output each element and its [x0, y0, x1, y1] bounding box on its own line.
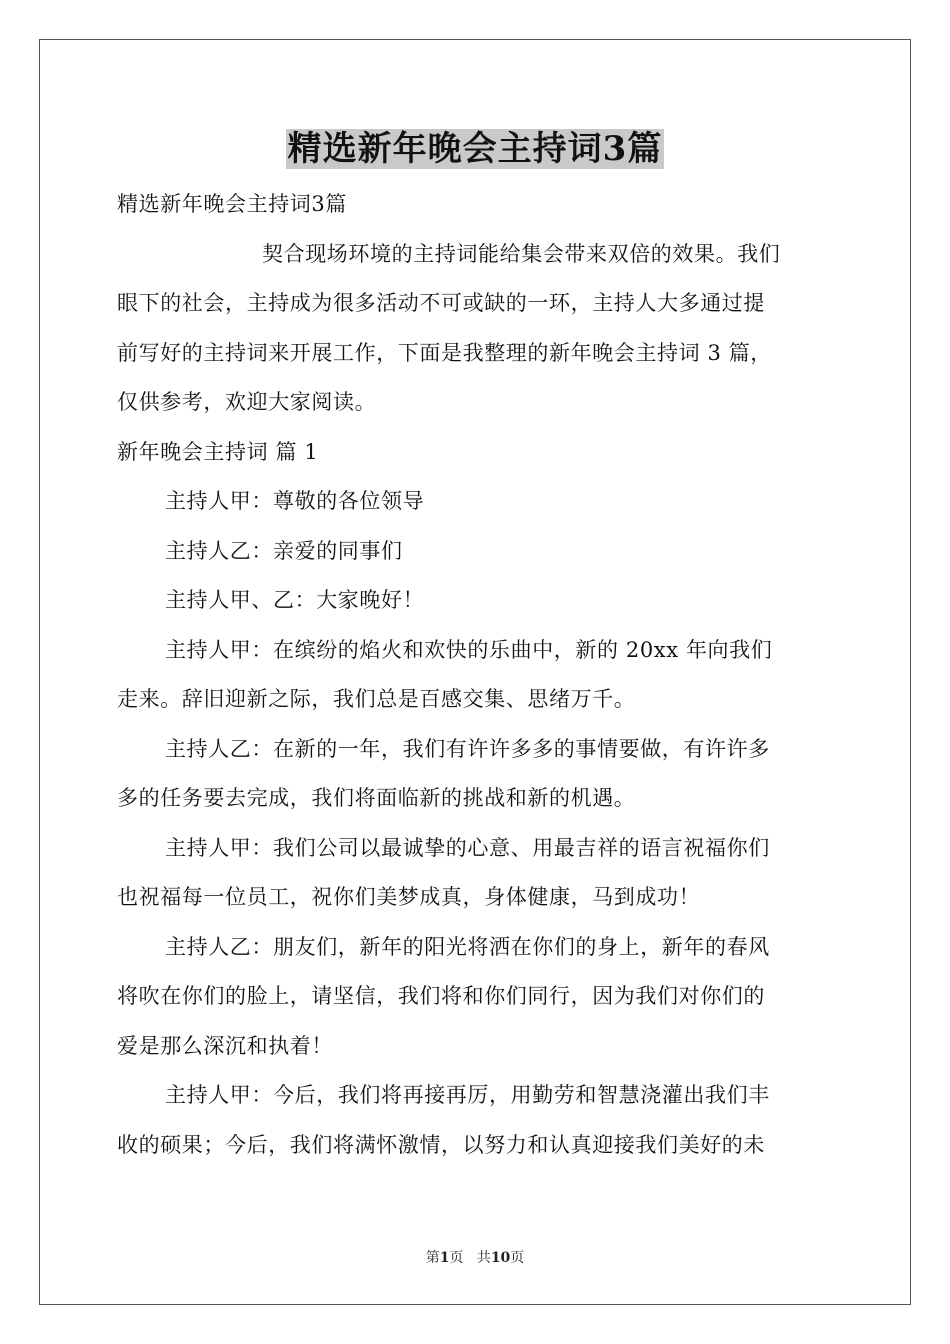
paragraph-line: 主持人甲：在缤纷的焰火和欢快的乐曲中，新的 20xx 年向我们 — [165, 637, 773, 662]
section-heading: 新年晚会主持词 篇 1 — [117, 439, 319, 464]
document-title — [0, 126, 950, 172]
paragraph-line: 主持人乙：在新的一年，我们有许许多多的事情要做，有许许多 — [165, 736, 770, 761]
intro-line: 契合现场环境的主持词能给集会带来双倍的效果。我们 — [262, 241, 781, 266]
paragraph-line: 多的任务要去完成，我们将面临新的挑战和新的机遇。 — [117, 786, 636, 810]
intro-line: 仅供参考，欢迎大家阅读。 — [117, 390, 377, 414]
paragraph-line: 将吹在你们的脸上，请坚信，我们将和你们同行，因为我们对你们的 — [117, 984, 765, 1008]
dialogue-line: 主持人甲：尊敬的各位领导 — [165, 489, 425, 513]
paragraph-line: 主持人甲：今后，我们将再接再厉，用勤劳和智慧浇灌出我们丰 — [165, 1083, 770, 1107]
footer-page-current: 1 — [439, 1250, 450, 1266]
paragraph-line: 走来。辞旧迎新之际，我们总是百感交集、思绪万千。 — [117, 687, 636, 711]
document-body — [117, 180, 837, 1170]
intro-paragraph — [117, 230, 837, 428]
paragraph-line: 也祝福每一位员工，祝你们美梦成真，身体健康，马到成功！ — [117, 885, 701, 909]
paragraph-line: 主持人甲：我们公司以最诚挚的心意、用最吉祥的语言祝福你们 — [165, 835, 770, 860]
paragraph-line: 爱是那么深沉和执着！ — [117, 1033, 333, 1058]
footer-page-prefix: 第 — [425, 1250, 440, 1266]
footer-total-prefix: 共 — [476, 1250, 491, 1266]
dialogue-paragraph — [117, 725, 837, 824]
document-title-text: 精选新年晚会主持词3篇 — [287, 129, 663, 169]
paragraph-line: 收的硕果；今后，我们将满怀激情，以努力和认真迎接我们美好的未 — [117, 1132, 765, 1157]
dialogue-paragraph — [117, 824, 837, 923]
footer-total-suffix: 页 — [510, 1250, 525, 1266]
dialogue-line: 主持人甲、乙：大家晚好！ — [165, 588, 425, 612]
footer-page-total: 10 — [490, 1250, 511, 1266]
document-subtitle: 精选新年晚会主持词3篇 — [117, 192, 347, 216]
intro-line: 眼下的社会，主持成为很多活动不可或缺的一环，主持人大多通过提 — [117, 291, 765, 315]
intro-line: 前写好的主持词来开展工作，下面是我整理的新年晚会主持词 3 篇， — [117, 340, 772, 365]
dialogue-line: 主持人乙：亲爱的同事们 — [165, 538, 403, 563]
paragraph-line: 主持人乙：朋友们，新年的阳光将洒在你们的身上，新年的春风 — [165, 934, 770, 959]
footer-page-suffix: 页 — [449, 1250, 464, 1266]
dialogue-paragraph — [117, 1071, 837, 1170]
dialogue-paragraph — [117, 626, 837, 725]
dialogue-paragraph — [117, 923, 837, 1072]
page-footer — [0, 1248, 950, 1268]
